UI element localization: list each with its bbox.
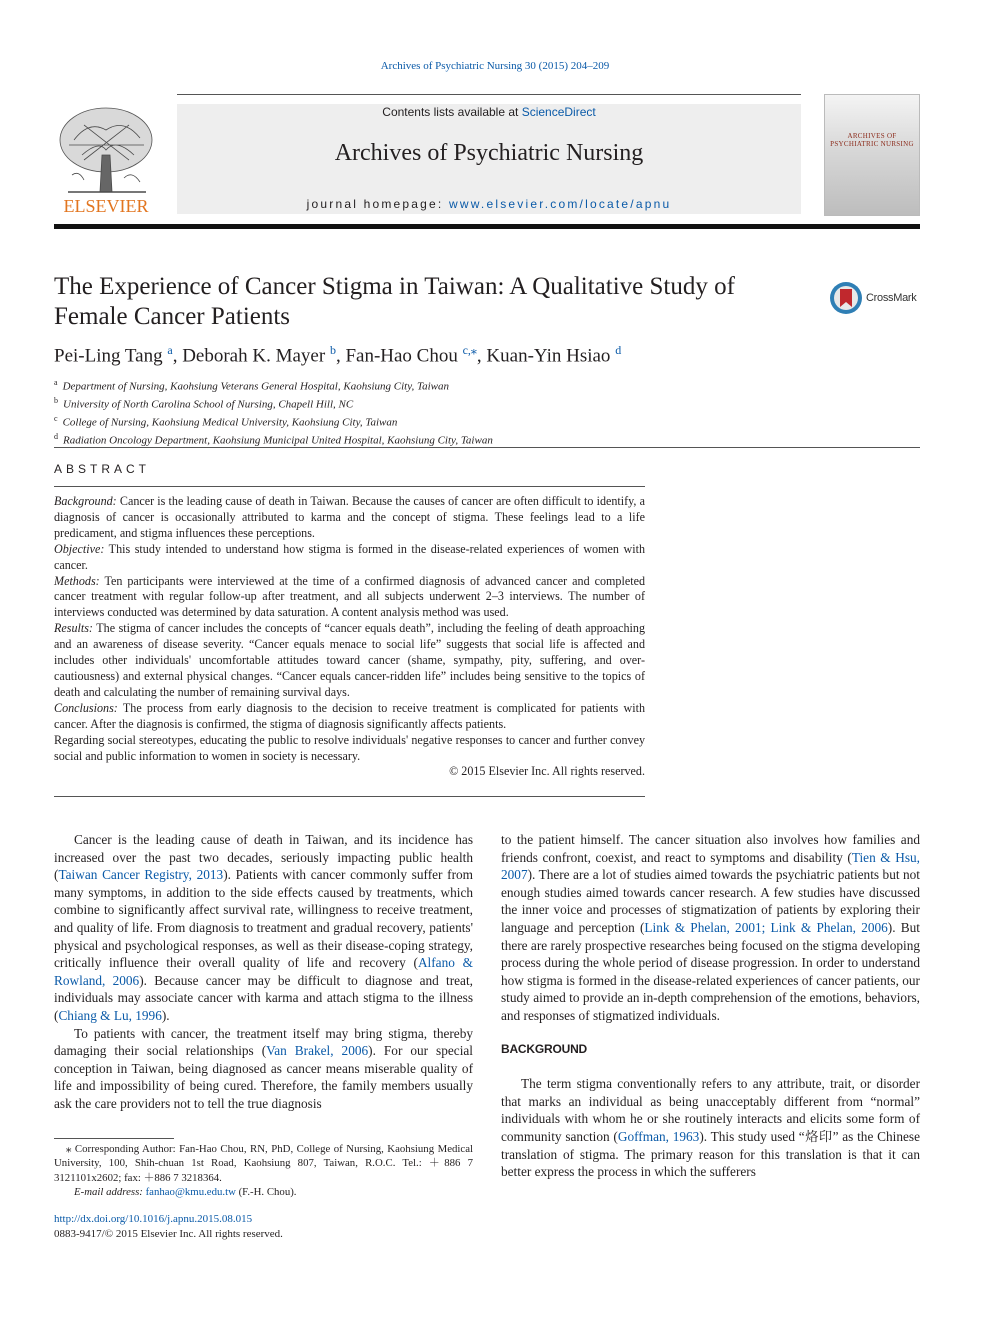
- author-separator: ,: [172, 345, 183, 367]
- text-run: ). This study used “烙印” as the Chinese translation of stigma. The primary reason for this translation is that it can better express the process in which the sufferers: [501, 1128, 920, 1180]
- author-separator: ,: [476, 345, 487, 367]
- corresponding-text: Corresponding Author: Fan-Hao Chou, RN, PhD, College of Nursing, Kaohsiung Medical University, 100, Shih-chuan 1st Road, Kaohsiung 807, Taiwan, R.O.C. Tel.: ＋886 7 3121101x2602; fax: ＋886 7 3218364.: [54, 1143, 473, 1184]
- abstract-section-text: Cancer is the leading cause of death in Taiwan. Because the causes of cancer are often difficult to identify, a diagnosis of cancer is occasionally attributed to karma and the concept of stigma. These feelings lead to a life predicament, and stigma influences these perceptions.: [54, 494, 645, 540]
- abstract-bottom-rule: [54, 796, 645, 797]
- author-name[interactable]: Pei-Ling Tang: [54, 345, 163, 367]
- article-title: The Experience of Cancer Stigma in Taiwan: A Qualitative Study of Female Cancer Patients: [54, 273, 735, 330]
- affiliation-item: [54, 412, 920, 430]
- body-column-left: [54, 831, 473, 1113]
- text-run: The term stigma conventionally refers to any attribute, trait, or disorder that marks an individual as being unacceptably different from “normal” individuals with whom he or she routinely interacts and elicits some form of community sanction (: [501, 1076, 920, 1144]
- elsevier-tree-logo[interactable]: [54, 100, 158, 216]
- author-affiliation-marker[interactable]: b: [329, 343, 336, 357]
- text-run: ). Patients with cancer commonly suffer from many symptoms, in addition to the side effects caused by treatments, which combine to significantly affect survival rate, willingness to receive treatment, and quality of life. From diagnosis to treatment and gradual recovery, patients' physical and psychological responses, as well as their disease-coping strategy, critically influence their overall quality of life and recovery (: [54, 867, 473, 971]
- cover-title: ARCHIVES OF PSYCHIATRIC NURSING: [830, 132, 914, 148]
- corresponding-author-note: [54, 1142, 473, 1185]
- elsevier-wordmark: ELSEVIER: [63, 196, 149, 216]
- section-heading-background: BACKGROUND: [501, 1041, 587, 1056]
- email-note: [54, 1185, 473, 1199]
- affiliation-item: [54, 376, 920, 394]
- citation-link[interactable]: Tien & Hsu, 2007: [501, 849, 920, 883]
- text-run: ). There are a lot of studies aimed towards the psychiatric patients but not enough studies aimed towards cancer research. A few studies have discussed the inner voice and processes of stigmatization of patients by exploring their language and perception (: [501, 867, 920, 935]
- journal-title: Archives of Psychiatric Nursing: [334, 140, 644, 166]
- citation-link[interactable]: Alfano & Rowland, 2006: [54, 955, 474, 988]
- contents-prefix: Contents lists available at: [382, 105, 522, 119]
- footnote: [54, 1142, 473, 1199]
- author-separator: ,: [335, 345, 346, 367]
- footnote-rule: [54, 1138, 174, 1139]
- author-list: [54, 343, 920, 367]
- homepage-link[interactable]: www.elsevier.com/locate/apnu: [448, 197, 672, 211]
- abstract-section-label: Objective:: [54, 541, 105, 556]
- author-affiliation-marker[interactable]: a: [167, 343, 173, 357]
- issn-copyright: 0883-9417/© 2015 Elsevier Inc. All rights reserved.: [54, 1228, 283, 1240]
- contents-line: [177, 105, 801, 119]
- author-affiliation-marker[interactable]: c,⁎: [462, 343, 477, 357]
- citation-link[interactable]: Chiang & Lu, 1996: [58, 1007, 162, 1023]
- abstract-top-rule: [54, 486, 645, 487]
- journal-homepage: [177, 197, 801, 211]
- paragraph: [501, 831, 920, 1025]
- text-run: to the patient himself. The cancer situation also involves how families and friends confront, coexist, and react to symptoms and disability (: [501, 832, 920, 865]
- abstract-body: [54, 494, 645, 780]
- abstract-section: [54, 621, 645, 701]
- text-run: ).: [161, 1007, 170, 1023]
- abstract-section: [54, 494, 645, 542]
- abstract-section-text: Regarding social stereotypes, educating the public to resolve individuals' negative responses to cancer and further convey social and public information to women in society is necessary.: [54, 732, 645, 763]
- citation-link[interactable]: Link & Phelan, 2001; Link & Phelan, 2006: [644, 919, 888, 935]
- affiliation-text: College of Nursing, Kaohsiung Medical University, Kaohsiung City, Taiwan: [62, 416, 398, 429]
- paragraph: [501, 1075, 920, 1181]
- affiliation-item: [54, 430, 920, 448]
- affiliation-text: University of North Carolina School of Nursing, Chapell Hill, NC: [63, 398, 354, 411]
- header-divider: [54, 224, 920, 229]
- abstract-section: [54, 574, 645, 622]
- abstract-section-label: Background:: [54, 494, 117, 508]
- abstract-copyright: © 2015 Elsevier Inc. All rights reserved.: [449, 764, 645, 779]
- paragraph: [54, 1025, 473, 1113]
- homepage-prefix: journal homepage:: [306, 197, 449, 211]
- affiliation-text: Radiation Oncology Department, Kaohsiung Municipal United Hospital, Kaohsiung City, Taiwan: [63, 434, 493, 447]
- affiliation-marker: a: [54, 378, 58, 387]
- author-affiliation-marker[interactable]: d: [615, 343, 622, 357]
- journal-cover-image[interactable]: [824, 94, 920, 216]
- affiliation-marker: c: [54, 413, 58, 423]
- email-label: E-mail address:: [74, 1185, 143, 1198]
- affiliation-item: [54, 394, 920, 412]
- affiliations: [54, 376, 920, 448]
- abstract-section: [54, 733, 645, 765]
- abstract-section-label: Results:: [54, 621, 93, 636]
- text-run: ). For our special conception in Taiwan, being diagnosed as cancer means miserable quality of life and impossibility of being cured. Therefore, the family members usually ask the care providers not to tell the true diagnosis: [54, 1043, 473, 1111]
- affiliation-text: Department of Nursing, Kaohsiung Veterans General Hospital, Kaohsiung City, Taiwan: [62, 380, 450, 393]
- affiliation-marker: d: [54, 431, 58, 441]
- sciencedirect-link[interactable]: ScienceDirect: [521, 105, 596, 119]
- text-run: ). But there are rarely prospective researches being focused on the stigma developing process during the whole period of disease progression. In order to understand how stigma is formed in the disease-related experiences of cancer patients, our study aimed to provide an in-depth comprehension of the emotions, behaviors, and responses of stigmatized individuals.: [501, 919, 920, 1023]
- affiliation-divider: [54, 447, 920, 448]
- text-run: ). Because cancer may be difficult to diagnose and treat, individuals may associate cancer with karma and attach stigma to the illness (: [54, 972, 473, 1023]
- abstract-section: [54, 701, 645, 733]
- doi-link[interactable]: http://dx.doi.org/10.1016/j.apnu.2015.08.015: [54, 1213, 253, 1225]
- tree-icon: [60, 108, 152, 192]
- abstract-section-text: This study intended to understand how stigma is formed in the disease-related experiences of women with cancer.: [54, 541, 645, 572]
- paragraph: [54, 831, 473, 1025]
- text-run: Cancer is the leading cause of death in Taiwan, and its incidence has increased over the past two decades, seriously impacting public health (: [54, 832, 473, 883]
- abstract-section: [54, 542, 645, 574]
- body-column-right: [501, 831, 920, 1181]
- abstract-section-label: Conclusions:: [54, 700, 118, 715]
- author-name[interactable]: Deborah K. Mayer: [182, 345, 326, 367]
- journal-citation[interactable]: Archives of Psychiatric Nursing 30 (2015) 204–209: [380, 60, 610, 72]
- header-top-rule: [177, 94, 801, 95]
- abstract-section-text: The stigma of cancer includes the concepts of “cancer equals death”, including the feeling of death approaching and an awareness of disease severity. “Cancer equals menace to social life” suggests that social life is affected and includes other individuals' uncomfortable attitudes toward cancer (shame, sympathy, pity, suffering, and over-cautiousness) and external physical changes. “Cancer equals cancer-ridden life” includes being sensitive to the topics of death and calculating the number of remaining survival days.: [54, 621, 645, 699]
- abstract-section-text: The process from early diagnosis to the decision to receive treatment is complicated for patients with cancer. After the diagnosis is confirmed, the stigma of diagnosis significantly affects patients.: [54, 700, 645, 731]
- crossmark-icon[interactable]: [829, 281, 863, 315]
- abstract-section-text: Ten participants were interviewed at the time of a confirmed diagnosis of advanced cancer and completed cancer treatment with regular follow-up after treatment, and all subjects underwent 2–3 interviews. The number of interviews conducted was determined by data saturation. A content analysis method was used.: [54, 573, 645, 620]
- abstract-heading: ABSTRACT: [54, 462, 151, 476]
- footnote-star: ⁎: [66, 1143, 72, 1155]
- citation-link[interactable]: Goffman, 1963: [617, 1128, 700, 1144]
- abstract-section-label: Methods:: [54, 573, 100, 588]
- crossmark-label[interactable]: CrossMark: [866, 292, 917, 304]
- email-link[interactable]: fanhao@kmu.edu.tw: [145, 1185, 236, 1198]
- author-name[interactable]: Kuan-Yin Hsiao: [486, 345, 611, 367]
- affiliation-marker: b: [54, 395, 58, 405]
- author-name[interactable]: Fan-Hao Chou: [345, 345, 458, 367]
- text-run: To patients with cancer, the treatment itself may bring stigma, thereby damaging their social relationships (: [54, 1025, 473, 1059]
- email-suffix: (F.-H. Chou).: [235, 1185, 297, 1198]
- citation-link[interactable]: Taiwan Cancer Registry, 2013: [58, 867, 224, 883]
- citation-link[interactable]: Van Brakel, 2006: [266, 1043, 369, 1059]
